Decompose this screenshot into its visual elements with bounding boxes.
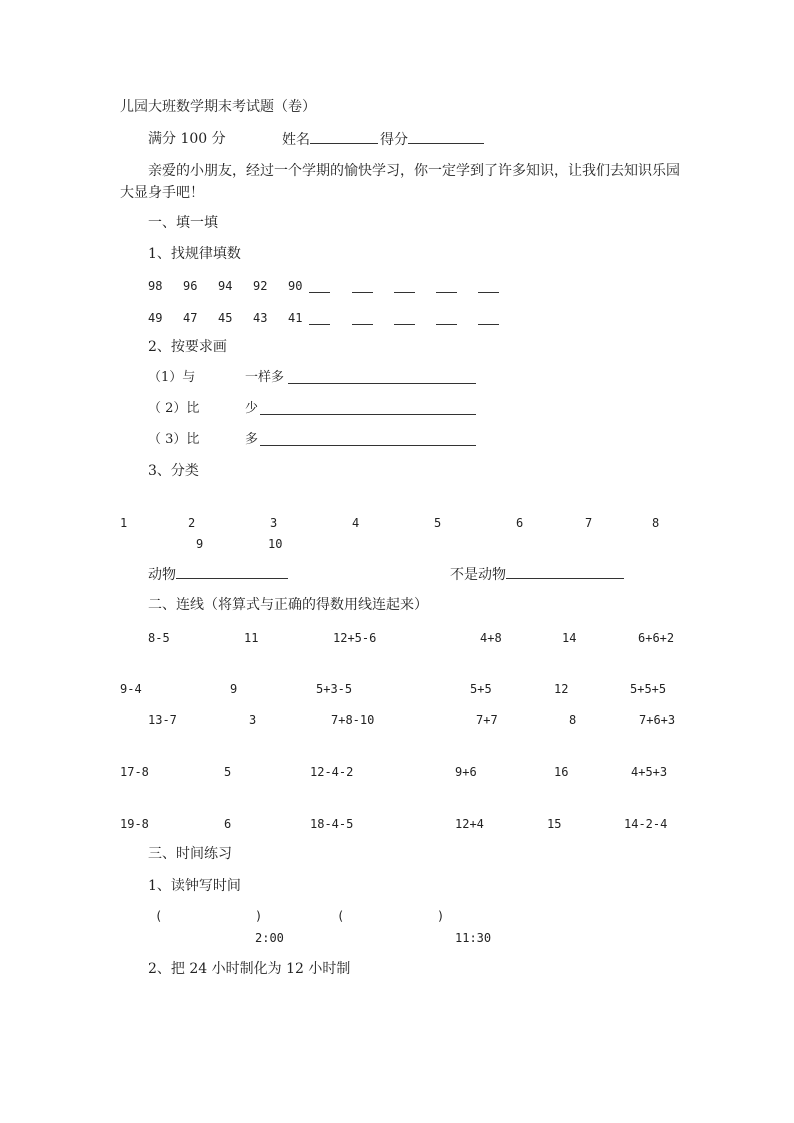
clock-answer-open: ( [155,909,163,923]
score-field[interactable] [380,131,484,148]
score-label: 得分 [380,132,408,148]
animal-label: 动物 [148,567,176,583]
q3-heading: 3、分类 [148,463,199,479]
match-item[interactable]: 7+7 [476,713,498,727]
pattern-blank[interactable] [478,312,499,325]
page-title: 儿园大班数学期末考试题（卷） [120,99,316,115]
score-blank[interactable] [408,131,484,144]
not-animal-label: 不是动物 [450,567,506,583]
name-blank[interactable] [310,131,378,144]
pattern-blank[interactable] [394,312,415,325]
classify-number: 8 [652,516,660,530]
pattern-number: 41 [288,311,303,325]
pattern-number: 43 [253,311,268,325]
pattern-blank[interactable] [478,280,499,293]
match-item[interactable]: 11 [244,631,259,645]
clock-time-label: 11:30 [455,931,492,945]
match-item[interactable]: 9+6 [455,765,477,779]
section-2-heading: 二、连线（将算式与正确的得数用线连起来） [148,597,428,613]
draw-item-label: （ 3）比 [148,432,200,447]
full-score: 满分 100 分 [148,131,226,147]
draw-item-blank[interactable] [260,402,476,415]
draw-item-relation: 少 [245,401,259,416]
section-3-heading: 三、时间练习 [148,846,232,862]
classify-number: 5 [434,516,442,530]
match-item[interactable]: 6+6+2 [638,631,675,645]
match-item[interactable]: 7+6+3 [639,713,676,727]
match-item[interactable]: 15 [547,817,562,831]
pattern-number: 98 [148,279,163,293]
match-item[interactable]: 12-4-2 [310,765,354,779]
q2-heading: 2、按要求画 [148,339,227,355]
match-item[interactable]: 7+8-10 [331,713,375,727]
match-item[interactable]: 6 [224,817,232,831]
match-item[interactable]: 5+5 [470,682,492,696]
match-item[interactable]: 5+5+5 [630,682,667,696]
time-q1-heading: 1、读钟写时间 [148,878,241,894]
pattern-number: 45 [218,311,233,325]
time-q2-heading: 2、把 24 小时制化为 12 小时制 [148,961,351,977]
draw-item-relation: 一样多 [245,370,285,385]
match-item[interactable]: 3 [249,713,257,727]
pattern-number: 49 [148,311,163,325]
intro-line-1: 亲爱的小朋友，经过一个学期的愉快学习，你一定学到了许多知识，让我们去知识乐园 [148,163,680,179]
draw-item-blank[interactable] [260,433,476,446]
clock-answer-open: ( [337,909,345,923]
pattern-number: 94 [218,279,233,293]
pattern-blank[interactable] [352,312,373,325]
match-item[interactable]: 12+4 [455,817,484,831]
animal-blank[interactable] [176,566,288,579]
classify-number: 1 [120,516,128,530]
q1-heading: 1、找规律填数 [148,246,241,262]
match-item[interactable]: 13-7 [148,713,177,727]
match-item[interactable]: 12+5-6 [333,631,377,645]
pattern-blank[interactable] [309,280,330,293]
classify-number: 3 [270,516,278,530]
draw-item-label: （1）与 [148,370,196,385]
classify-number: 9 [196,537,204,551]
match-item[interactable]: 9 [230,682,238,696]
match-item[interactable]: 4+5+3 [631,765,668,779]
match-item[interactable]: 19-8 [120,817,149,831]
pattern-number: 90 [288,279,303,293]
classify-number: 2 [188,516,196,530]
match-item[interactable]: 8 [569,713,577,727]
classify-number: 4 [352,516,360,530]
match-item[interactable]: 18-4-5 [310,817,354,831]
not-animal-blank[interactable] [506,566,624,579]
match-item[interactable]: 14-2-4 [624,817,668,831]
draw-item-blank[interactable] [288,371,476,384]
pattern-number: 92 [253,279,268,293]
clock-answer-close: ) [255,909,263,923]
match-item[interactable]: 16 [554,765,569,779]
clock-answer-close: ) [437,909,445,923]
section-1-heading: 一、填一填 [148,215,218,231]
name-label: 姓名 [282,132,310,148]
not-animal-category[interactable] [450,566,624,583]
pattern-blank[interactable] [309,312,330,325]
pattern-number: 96 [183,279,198,293]
pattern-blank[interactable] [436,280,457,293]
name-field[interactable] [282,131,378,148]
match-item[interactable]: 5 [224,765,232,779]
animal-category[interactable] [148,566,288,583]
match-item[interactable]: 17-8 [120,765,149,779]
pattern-number: 47 [183,311,198,325]
clock-time-label: 2:00 [255,931,284,945]
pattern-blank[interactable] [436,312,457,325]
draw-item-relation: 多 [245,432,259,447]
match-item[interactable]: 12 [554,682,569,696]
classify-number: 6 [516,516,524,530]
classify-number: 7 [585,516,593,530]
match-item[interactable]: 8-5 [148,631,170,645]
match-item[interactable]: 14 [562,631,577,645]
match-item[interactable]: 9-4 [120,682,142,696]
match-item[interactable]: 5+3-5 [316,682,353,696]
pattern-blank[interactable] [394,280,415,293]
intro-line-2: 大显身手吧！ [120,185,204,201]
pattern-blank[interactable] [352,280,373,293]
draw-item-label: （ 2）比 [148,401,200,416]
match-item[interactable]: 4+8 [480,631,502,645]
classify-number: 10 [268,537,283,551]
